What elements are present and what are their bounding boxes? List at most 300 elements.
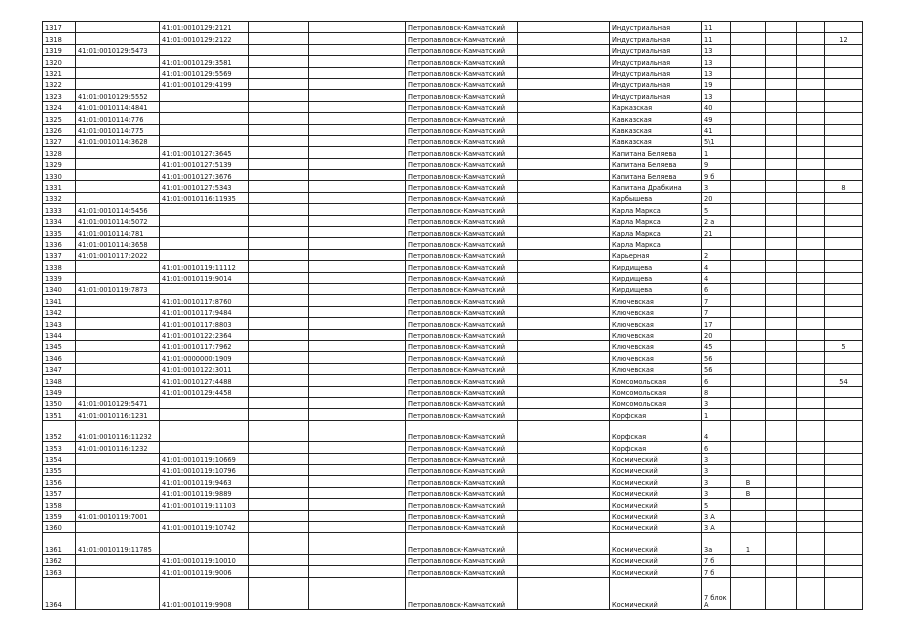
letter-cell [731,397,766,408]
table-row [43,340,863,351]
empty-col-cell [309,499,406,510]
building-cell [766,306,797,317]
empty-col-cell [309,113,406,124]
table-row [43,375,863,386]
street-cell: Индустриальная [610,22,702,33]
apartment-cell [825,90,863,101]
city-cell: Петропавловск-Камчатский [406,238,518,249]
cadastral-number-alt-cell: 41:01:0010129:4458 [160,386,249,397]
apartment-cell [825,442,863,453]
table-row [43,510,863,521]
letter-cell [731,22,766,33]
apartment-cell [825,397,863,408]
cadastral-number-cell [76,487,160,498]
building-cell [766,44,797,55]
empty-col-cell [249,533,309,555]
building-cell [766,192,797,203]
table-row [43,487,863,498]
letter-cell [731,306,766,317]
house-number-cell: 2 [702,249,731,260]
empty-col-cell [518,510,610,521]
building-cell [766,375,797,386]
cadastral-number-cell [76,67,160,78]
empty-col-cell [309,33,406,44]
letter-cell [731,249,766,260]
empty-col-cell [518,409,610,420]
row-number-cell: 1357 [43,487,76,498]
city-cell: Петропавловск-Камчатский [406,204,518,215]
letter-cell [731,510,766,521]
letter-cell [731,363,766,374]
apartment-cell [825,577,863,609]
empty-col-cell [797,499,825,510]
cadastral-number-cell: 41:01:0010119:7873 [76,283,160,294]
apartment-cell [825,295,863,306]
empty-col-cell [797,249,825,260]
empty-col-cell [518,363,610,374]
letter-cell [731,90,766,101]
city-cell: Петропавловск-Камчатский [406,420,518,442]
street-cell: Индустриальная [610,90,702,101]
row-number-cell: 1362 [43,554,76,565]
empty-col-cell [309,487,406,498]
street-cell: Ключевская [610,306,702,317]
street-cell: Космический [610,554,702,565]
cadastral-number-alt-cell [160,124,249,135]
cadastral-number-alt-cell: 41:01:0010119:11103 [160,499,249,510]
city-cell: Петропавловск-Камчатский [406,464,518,475]
apartment-cell [825,113,863,124]
table-row [43,386,863,397]
letter-cell [731,238,766,249]
letter-cell [731,181,766,192]
street-cell: Космический [610,487,702,498]
apartment-cell [825,215,863,226]
street-cell: Корфская [610,420,702,442]
cadastral-number-cell: 41:01:0010114:776 [76,113,160,124]
cadastral-number-alt-cell: 41:01:0010119:10796 [160,464,249,475]
row-number-cell: 1359 [43,510,76,521]
city-cell: Петропавловск-Камчатский [406,521,518,532]
cadastral-number-cell [76,499,160,510]
street-cell: Космический [610,533,702,555]
empty-col-cell [518,521,610,532]
house-number-cell: 45 [702,340,731,351]
city-cell: Петропавловск-Камчатский [406,158,518,169]
building-cell [766,56,797,67]
table-row [43,44,863,55]
cadastral-number-alt-cell: 41:01:0010117:8760 [160,295,249,306]
empty-col-cell [309,464,406,475]
building-cell [766,215,797,226]
cadastral-number-alt-cell [160,238,249,249]
empty-col-cell [518,90,610,101]
empty-col-cell [309,170,406,181]
letter-cell [731,340,766,351]
empty-col-cell [797,192,825,203]
empty-col-cell [797,283,825,294]
table-row [43,181,863,192]
row-number-cell: 1339 [43,272,76,283]
building-cell [766,577,797,609]
city-cell: Петропавловск-Камчатский [406,78,518,89]
street-cell: Индустриальная [610,33,702,44]
street-cell: Карбышева [610,192,702,203]
house-number-cell: 6 [702,442,731,453]
empty-col-cell [518,283,610,294]
empty-col-cell [249,135,309,146]
street-cell: Корфская [610,409,702,420]
empty-col-cell [309,204,406,215]
table-row [43,476,863,487]
empty-col-cell [518,476,610,487]
cadastral-number-cell [76,181,160,192]
cadastral-number-alt-cell [160,227,249,238]
empty-col-cell [797,22,825,33]
cadastral-number-cell: 41:01:0010114:775 [76,124,160,135]
letter-cell [731,375,766,386]
cadastral-number-cell [76,261,160,272]
apartment-cell [825,420,863,442]
cadastral-number-cell: 41:01:0010116:1231 [76,409,160,420]
empty-col-cell [797,397,825,408]
letter-cell [731,352,766,363]
cadastral-number-cell [76,363,160,374]
empty-col-cell [249,283,309,294]
empty-col-cell [309,227,406,238]
street-cell: Кавказская [610,124,702,135]
house-number-cell: 7 [702,295,731,306]
apartment-cell [825,487,863,498]
row-number-cell: 1330 [43,170,76,181]
house-number-cell: 21 [702,227,731,238]
house-number-cell: 11 [702,22,731,33]
building-cell [766,261,797,272]
cadastral-number-cell [76,375,160,386]
city-cell: Петропавловск-Камчатский [406,363,518,374]
cadastral-number-alt-cell: 41:01:0010119:9889 [160,487,249,498]
row-number-cell: 1352 [43,420,76,442]
empty-col-cell [797,227,825,238]
apartment-cell [825,135,863,146]
letter-cell [731,521,766,532]
apartment-cell [825,78,863,89]
table-row [43,124,863,135]
building-cell [766,181,797,192]
city-cell: Петропавловск-Камчатский [406,227,518,238]
building-cell [766,90,797,101]
table-row [43,499,863,510]
empty-col-cell [309,554,406,565]
street-cell: Карла Маркса [610,204,702,215]
letter-cell [731,135,766,146]
empty-col-cell [309,295,406,306]
cadastral-number-alt-cell: 41:01:0010119:9006 [160,566,249,577]
cadastral-number-cell [76,464,160,475]
apartment-cell [825,147,863,158]
street-cell: Космический [610,476,702,487]
empty-col-cell [797,295,825,306]
empty-col-cell [797,533,825,555]
letter-cell [731,566,766,577]
empty-col-cell [518,261,610,272]
row-number-cell: 1346 [43,352,76,363]
row-number-cell: 1322 [43,78,76,89]
city-cell: Петропавловск-Камчатский [406,577,518,609]
letter-cell [731,170,766,181]
street-cell: Капитана Драбкина [610,181,702,192]
empty-col-cell [518,487,610,498]
street-cell: Космический [610,453,702,464]
empty-col-cell [249,215,309,226]
house-number-cell: 7 б [702,566,731,577]
letter-cell [731,272,766,283]
empty-col-cell [797,124,825,135]
empty-col-cell [797,363,825,374]
cadastral-number-cell [76,352,160,363]
empty-col-cell [518,397,610,408]
letter-cell [731,215,766,226]
apartment-cell [825,101,863,112]
empty-col-cell [249,192,309,203]
row-number-cell: 1345 [43,340,76,351]
house-number-cell: 3 А [702,510,731,521]
apartment-cell: 54 [825,375,863,386]
building-cell [766,158,797,169]
empty-col-cell [797,566,825,577]
letter-cell [731,420,766,442]
empty-col-cell [309,318,406,329]
empty-col-cell [797,204,825,215]
empty-col-cell [309,272,406,283]
cadastral-number-cell: 41:01:0010117:2022 [76,249,160,260]
city-cell: Петропавловск-Камчатский [406,329,518,340]
row-number-cell: 1329 [43,158,76,169]
building-cell [766,464,797,475]
cadastral-number-alt-cell [160,409,249,420]
empty-col-cell [797,170,825,181]
table-row [43,227,863,238]
letter-cell: В [731,476,766,487]
apartment-cell [825,464,863,475]
cadastral-number-alt-cell: 41:01:0010119:10742 [160,521,249,532]
house-number-cell: 3 А [702,521,731,532]
empty-col-cell [309,306,406,317]
table-row [43,272,863,283]
apartment-cell [825,22,863,33]
street-cell: Космический [610,577,702,609]
street-cell: Космический [610,521,702,532]
empty-col-cell [518,215,610,226]
empty-col-cell [249,420,309,442]
table-row [43,192,863,203]
empty-col-cell [249,577,309,609]
city-cell: Петропавловск-Камчатский [406,397,518,408]
table-row [43,566,863,577]
empty-col-cell [797,67,825,78]
empty-col-cell [309,386,406,397]
apartment-cell [825,192,863,203]
empty-col-cell [518,329,610,340]
cadastral-number-cell: 41:01:0010114:3658 [76,238,160,249]
apartment-cell [825,249,863,260]
letter-cell [731,283,766,294]
city-cell: Петропавловск-Камчатский [406,554,518,565]
empty-col-cell [309,375,406,386]
cadastral-number-alt-cell: 41:01:0010119:11112 [160,261,249,272]
empty-col-cell [249,22,309,33]
cadastral-number-alt-cell [160,101,249,112]
empty-col-cell [249,442,309,453]
empty-col-cell [249,227,309,238]
house-number-cell: 20 [702,329,731,340]
empty-col-cell [518,22,610,33]
cadastral-number-cell: 41:01:0010129:5473 [76,44,160,55]
empty-col-cell [249,261,309,272]
building-cell [766,386,797,397]
house-number-cell: 11 [702,33,731,44]
empty-col-cell [518,78,610,89]
empty-col-cell [249,249,309,260]
empty-col-cell [518,113,610,124]
table-row [43,113,863,124]
empty-col-cell [249,113,309,124]
row-number-cell: 1333 [43,204,76,215]
row-number-cell: 1319 [43,44,76,55]
table-row [43,318,863,329]
apartment-cell: 5 [825,340,863,351]
letter-cell [731,386,766,397]
empty-col-cell [249,386,309,397]
row-number-cell: 1337 [43,249,76,260]
empty-col-cell [309,352,406,363]
table-row [43,453,863,464]
building-cell [766,487,797,498]
empty-col-cell [249,499,309,510]
empty-col-cell [518,135,610,146]
cadastral-number-alt-cell: 41:01:0010119:9908 [160,577,249,609]
street-cell: Ключевская [610,363,702,374]
house-number-cell: 56 [702,363,731,374]
city-cell: Петропавловск-Камчатский [406,318,518,329]
table-row [43,409,863,420]
cadastral-number-alt-cell: 41:01:0010129:2122 [160,33,249,44]
table-row [43,90,863,101]
cadastral-number-cell [76,577,160,609]
cadastral-number-cell: 41:01:0010116:1232 [76,442,160,453]
cadastral-number-alt-cell: 41:01:0010119:10010 [160,554,249,565]
table-row [43,521,863,532]
table-row [43,56,863,67]
building-cell [766,113,797,124]
cadastral-number-cell [76,566,160,577]
city-cell: Петропавловск-Камчатский [406,56,518,67]
city-cell: Петропавловск-Камчатский [406,22,518,33]
empty-col-cell [797,90,825,101]
empty-col-cell [309,566,406,577]
cadastral-number-alt-cell: 41:01:0010119:10669 [160,453,249,464]
empty-col-cell [518,340,610,351]
empty-col-cell [249,566,309,577]
table-row [43,295,863,306]
table-row [43,238,863,249]
row-number-cell: 1351 [43,409,76,420]
cadastral-number-cell [76,386,160,397]
empty-col-cell [309,101,406,112]
table-row [43,67,863,78]
empty-col-cell [797,420,825,442]
cadastral-number-alt-cell: 41:01:0000000:1909 [160,352,249,363]
empty-col-cell [309,397,406,408]
cadastral-number-alt-cell: 41:01:0010129:2121 [160,22,249,33]
empty-col-cell [249,453,309,464]
letter-cell [731,67,766,78]
empty-col-cell [249,124,309,135]
city-cell: Петропавловск-Камчатский [406,147,518,158]
empty-col-cell [309,329,406,340]
cadastral-number-alt-cell [160,90,249,101]
row-number-cell: 1327 [43,135,76,146]
empty-col-cell [797,44,825,55]
empty-col-cell [797,261,825,272]
house-number-cell: 1 [702,409,731,420]
empty-col-cell [309,22,406,33]
empty-col-cell [518,375,610,386]
city-cell: Петропавловск-Камчатский [406,170,518,181]
apartment-cell [825,170,863,181]
row-number-cell: 1363 [43,566,76,577]
building-cell [766,22,797,33]
cadastral-number-alt-cell: 41:01:0010119:9014 [160,272,249,283]
cadastral-number-cell: 41:01:0010114:4841 [76,101,160,112]
house-number-cell: 4 [702,272,731,283]
house-number-cell: 13 [702,67,731,78]
empty-col-cell [249,33,309,44]
building-cell [766,554,797,565]
cadastral-number-alt-cell [160,510,249,521]
building-cell [766,78,797,89]
empty-col-cell [518,33,610,44]
house-number-cell: 5 [702,499,731,510]
apartment-cell [825,329,863,340]
empty-col-cell [309,533,406,555]
empty-col-cell [797,158,825,169]
cadastral-number-alt-cell [160,204,249,215]
row-number-cell: 1336 [43,238,76,249]
empty-col-cell [518,533,610,555]
empty-col-cell [249,318,309,329]
letter-cell: 1 [731,533,766,555]
row-number-cell: 1321 [43,67,76,78]
building-cell [766,204,797,215]
house-number-cell: 9 [702,158,731,169]
table-row [43,363,863,374]
empty-col-cell [797,510,825,521]
row-number-cell: 1356 [43,476,76,487]
building-cell [766,476,797,487]
empty-col-cell [518,44,610,55]
building-cell [766,124,797,135]
empty-col-cell [309,453,406,464]
building-cell [766,238,797,249]
row-number-cell: 1318 [43,33,76,44]
empty-col-cell [309,181,406,192]
table-row [43,147,863,158]
street-cell: Комсомольская [610,386,702,397]
row-number-cell: 1324 [43,101,76,112]
letter-cell [731,318,766,329]
cadastral-number-alt-cell [160,135,249,146]
